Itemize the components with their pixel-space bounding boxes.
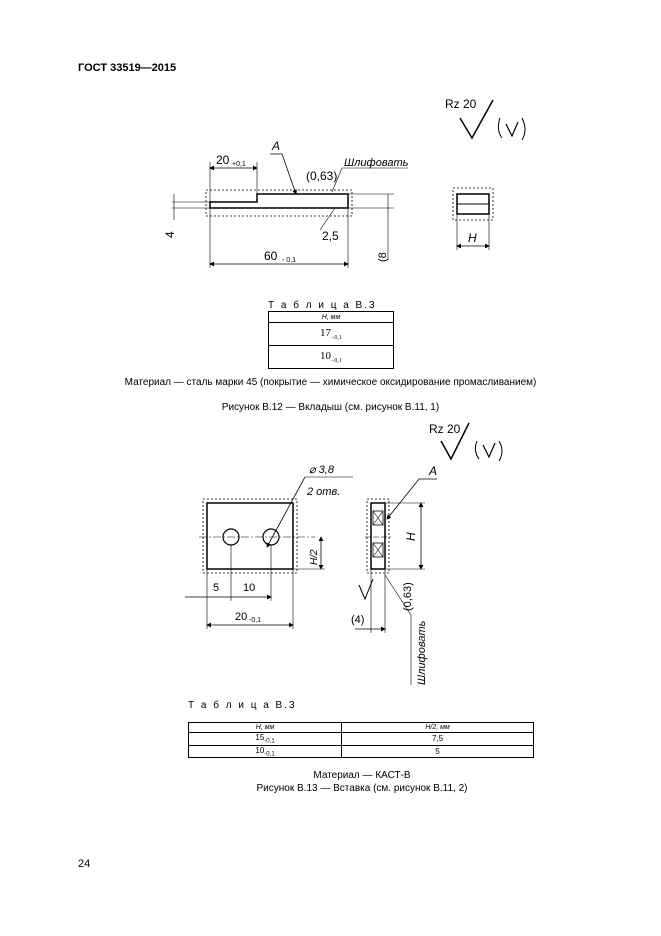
svg-text:Rz 20: Rz 20 bbox=[429, 422, 461, 436]
svg-text:⌀ 3,8: ⌀ 3,8 bbox=[309, 464, 334, 476]
svg-text:20: 20 bbox=[216, 153, 230, 167]
table1-caption: Т а б л и ц а В.3 bbox=[268, 300, 377, 311]
table2-caption: Т а б л и ц а В.3 bbox=[188, 700, 297, 711]
svg-text:+0,1: +0,1 bbox=[232, 161, 246, 168]
document-code: ГОСТ 33519—2015 bbox=[78, 62, 177, 74]
figure-b13-drawing bbox=[175, 415, 535, 695]
insert-part-outline bbox=[210, 194, 348, 208]
table2 bbox=[188, 722, 534, 758]
svg-text:2,5: 2,5 bbox=[322, 229, 339, 243]
svg-text:(0,63): (0,63) bbox=[306, 169, 338, 183]
table-row: $10_{-0,1}$ bbox=[269, 346, 394, 369]
table-row: $15_{-0,1}$ 7,5 bbox=[189, 733, 534, 746]
svg-text:2 отв.: 2 отв. bbox=[307, 486, 341, 498]
figure-b12-drawing bbox=[160, 90, 540, 280]
figure-b13-material: Материал — КАСТ-В bbox=[313, 770, 411, 781]
figure-b12-material: Материал — сталь марки 45 (покрытие — химическое оксидирование промасливанием) bbox=[124, 377, 537, 388]
svg-text:-0,1: -0,1 bbox=[249, 617, 262, 624]
svg-text:(0,63): (0,63) bbox=[402, 582, 414, 611]
svg-text:(4): (4) bbox=[351, 614, 365, 626]
insert-front-outline bbox=[207, 503, 293, 569]
svg-text:Шлифовать: Шлифовать bbox=[416, 620, 428, 685]
rz-label: Rz 20 bbox=[445, 97, 477, 111]
svg-text:A: A bbox=[272, 139, 281, 153]
svg-text:H/2: H/2 bbox=[309, 549, 320, 565]
svg-text:4: 4 bbox=[163, 231, 177, 238]
table2-header-h: H, мм bbox=[189, 723, 342, 733]
svg-text:H: H bbox=[468, 231, 477, 245]
svg-text:10: 10 bbox=[243, 582, 256, 594]
page-number: 24 bbox=[78, 858, 91, 870]
table1-header: H, мм bbox=[269, 312, 394, 323]
table-row: $17_{-0,1}$ bbox=[269, 323, 394, 346]
table2-header-h2: H/2, мм bbox=[342, 723, 534, 733]
svg-text:5: 5 bbox=[213, 582, 220, 594]
svg-text:60: 60 bbox=[264, 249, 278, 263]
table1 bbox=[268, 311, 394, 369]
svg-text:- 0,1: - 0,1 bbox=[282, 257, 297, 264]
svg-text:Шлифовать: Шлифовать bbox=[344, 157, 409, 169]
table-row: $10_{-0,1}$ 5 bbox=[189, 745, 534, 758]
figure-b12-caption: Рисунок В.12 — Вкладыш (см. рисунок В.11, 1) bbox=[221, 402, 440, 413]
figure-b13-caption: Рисунок В.13 — Вставка (см. рисунок В.11, 2) bbox=[256, 783, 468, 794]
svg-text:(8: (8 bbox=[377, 252, 389, 262]
svg-text:20: 20 bbox=[235, 611, 248, 623]
svg-text:A: A bbox=[429, 464, 438, 478]
svg-text:H: H bbox=[404, 532, 418, 541]
